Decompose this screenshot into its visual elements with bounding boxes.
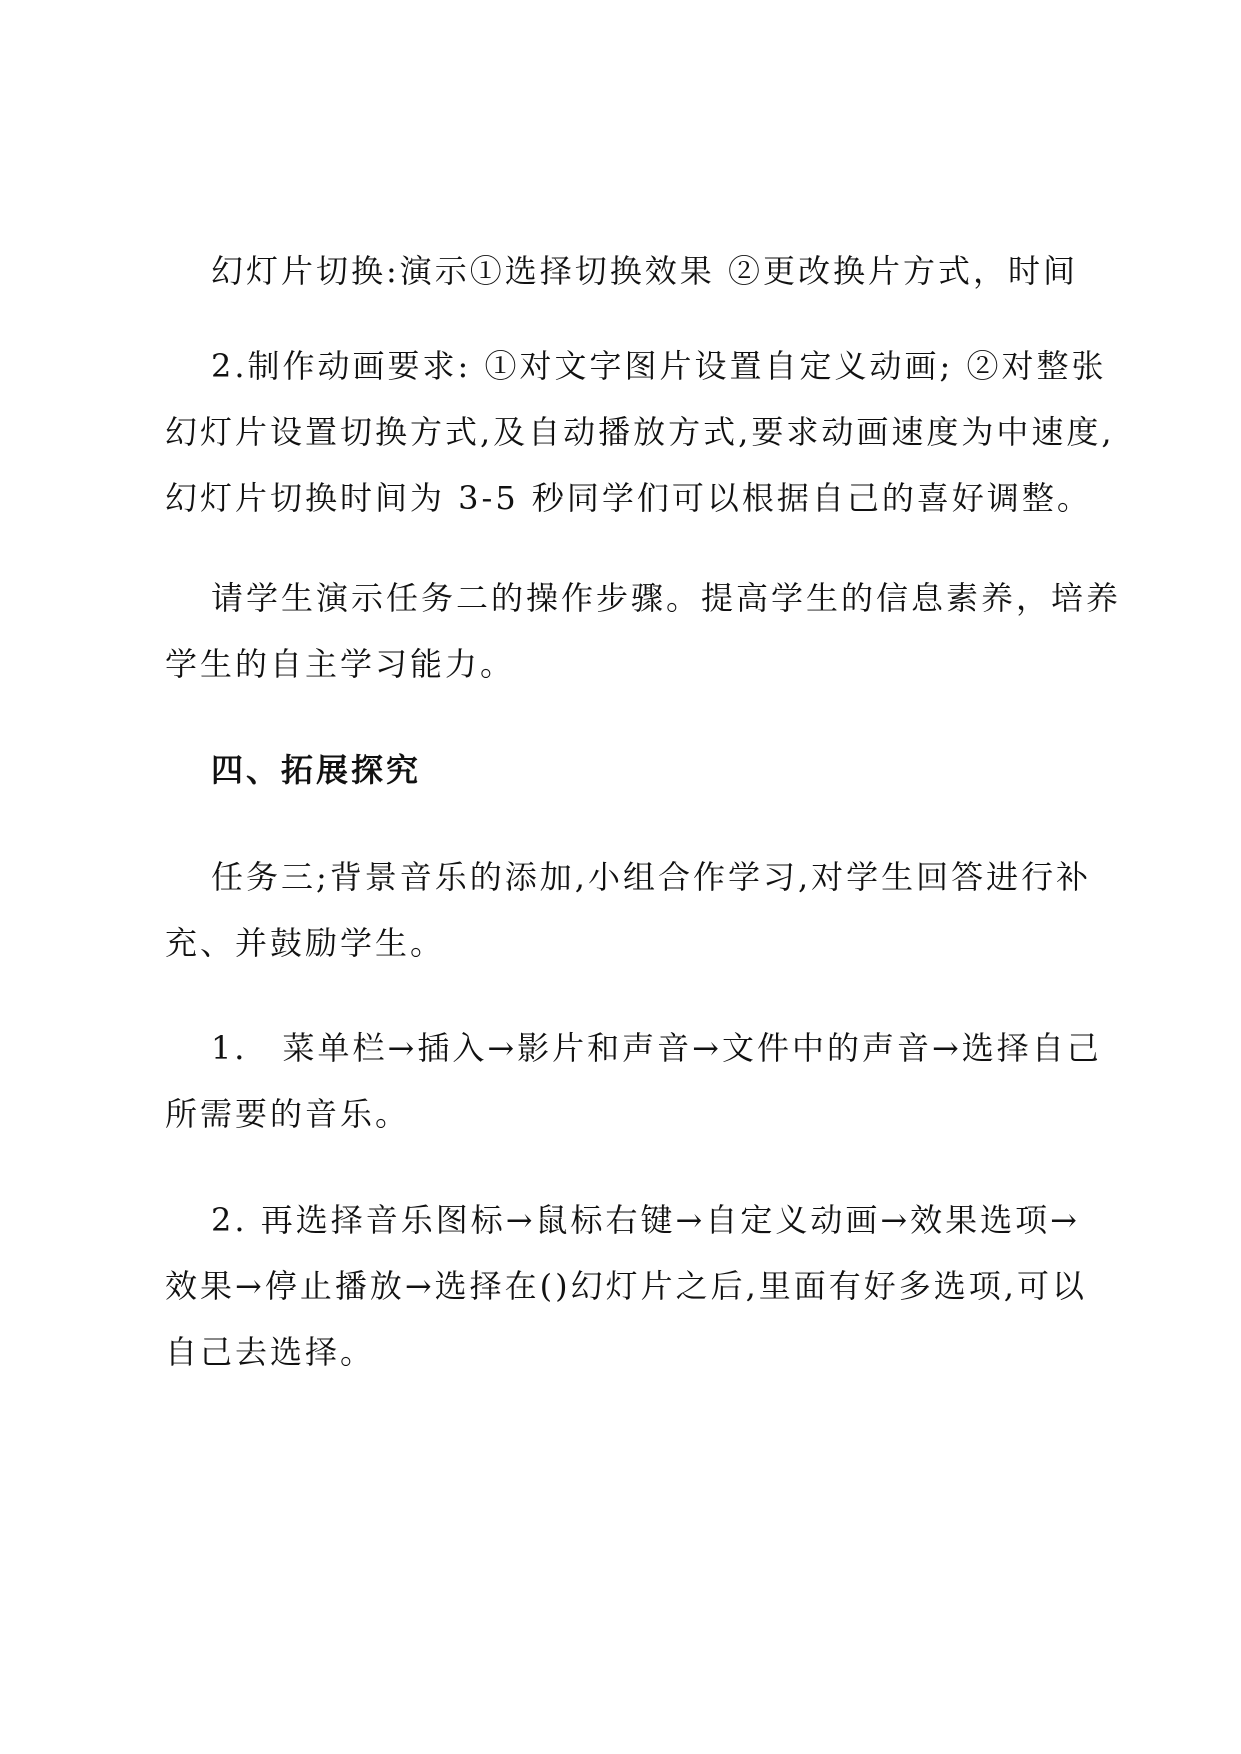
text-line: 幻灯片切换时间为 3-5 秒同学们可以根据自己的喜好调整。 [165, 479, 1092, 517]
text-line: 效果→停止播放→选择在()幻灯片之后,里面有好多选项,可以 [165, 1267, 1087, 1305]
text-line: 幻灯片设置切换方式,及自动播放方式,要求动画速度为中速度, [165, 413, 1115, 451]
text-line: 1． 菜单栏→插入→影片和声音→文件中的声音→选择自己 [211, 1029, 1102, 1067]
paragraph-student-demo [165, 565, 1122, 697]
text-line: 所需要的音乐。 [165, 1095, 411, 1133]
text-line: 2.制作动画要求: ①对文字图片设置自定义动画; ②对整张 [211, 347, 1107, 385]
text-line: 2. 再选择音乐图标→鼠标右键→自定义动画→效果选项→ [211, 1201, 1080, 1239]
section-heading: 四、拓展探究 [211, 751, 422, 789]
text-line: 自己去选择。 [165, 1333, 376, 1371]
paragraph-step-one [165, 1015, 1102, 1147]
paragraph-animation-requirements [165, 333, 1115, 531]
text-line: 学生的自主学习能力。 [165, 645, 516, 683]
paragraph-step-two [165, 1187, 1087, 1385]
text-line: 请学生演示任务二的操作步骤。提高学生的信息素养，培养 [211, 579, 1122, 617]
text-line: 幻灯片切换:演示①选择切换效果 ②更改换片方式，时间 [211, 252, 1078, 290]
paragraph-task-three [165, 844, 1092, 976]
text-line: 任务三;背景音乐的添加,小组合作学习,对学生回答进行补 [211, 858, 1092, 896]
paragraph-slide-transition [165, 238, 1080, 304]
text-line: 充、并鼓励学生。 [165, 924, 446, 962]
